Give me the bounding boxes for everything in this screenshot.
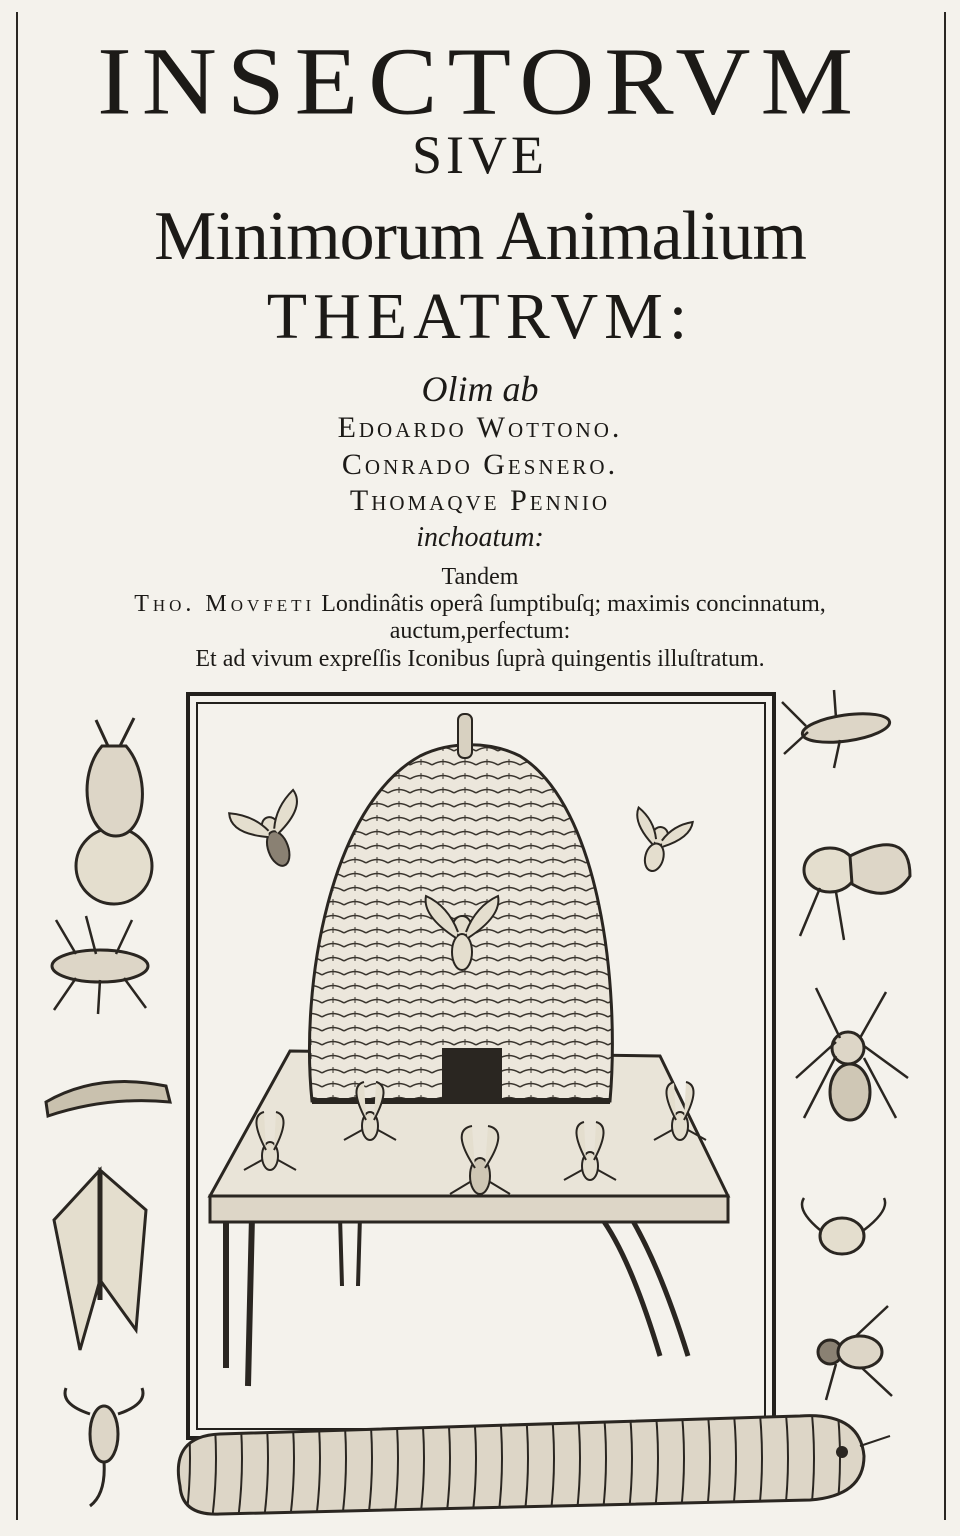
grub-icon [160,1396,900,1520]
author-gesner: Conrado Gesnero. [341,447,619,481]
sive-line: SIVE [412,125,548,185]
wasp-icon [36,910,166,1020]
theatrum-line: THEATRVM: [266,280,694,353]
bee-icon [780,796,920,946]
moffet-rest: Londinâtis operâ ſumptibuſq; maximis concinnatum, [321,590,826,617]
illustratum-line: Et ad vivum expreſſis Iconibus ſuprà quingentis illuſtratum. [195,645,765,672]
title-block [0,30,960,674]
author-wotton: Edoardo Wottono. [337,411,623,444]
fly-icon [790,1190,900,1280]
auctum-line: auctum,perfectum: [389,618,571,645]
scorpion-icon [50,1384,160,1514]
author-penny: Thomaqve Pennio [349,484,611,518]
caterpillar-icon [38,1062,178,1122]
beehive-illustration [190,696,772,1436]
subtitle: Minimorum Animalium [154,198,806,275]
housefly-icon [796,1296,906,1406]
beetle-larva-icon [56,706,166,906]
beehive-woodcut [186,692,776,1440]
moffet-name: Tho. Movfeti [134,590,316,617]
longhorn-beetle-icon [776,682,906,772]
moth-icon [40,1150,160,1360]
moffet-line [0,591,960,619]
main-title: INSECTORVM [97,28,863,136]
tandem: Tandem [441,563,519,590]
spider-icon [786,968,916,1158]
olim-ab: Olim ab [421,369,539,409]
inchoatum: inchoatum: [416,521,544,553]
